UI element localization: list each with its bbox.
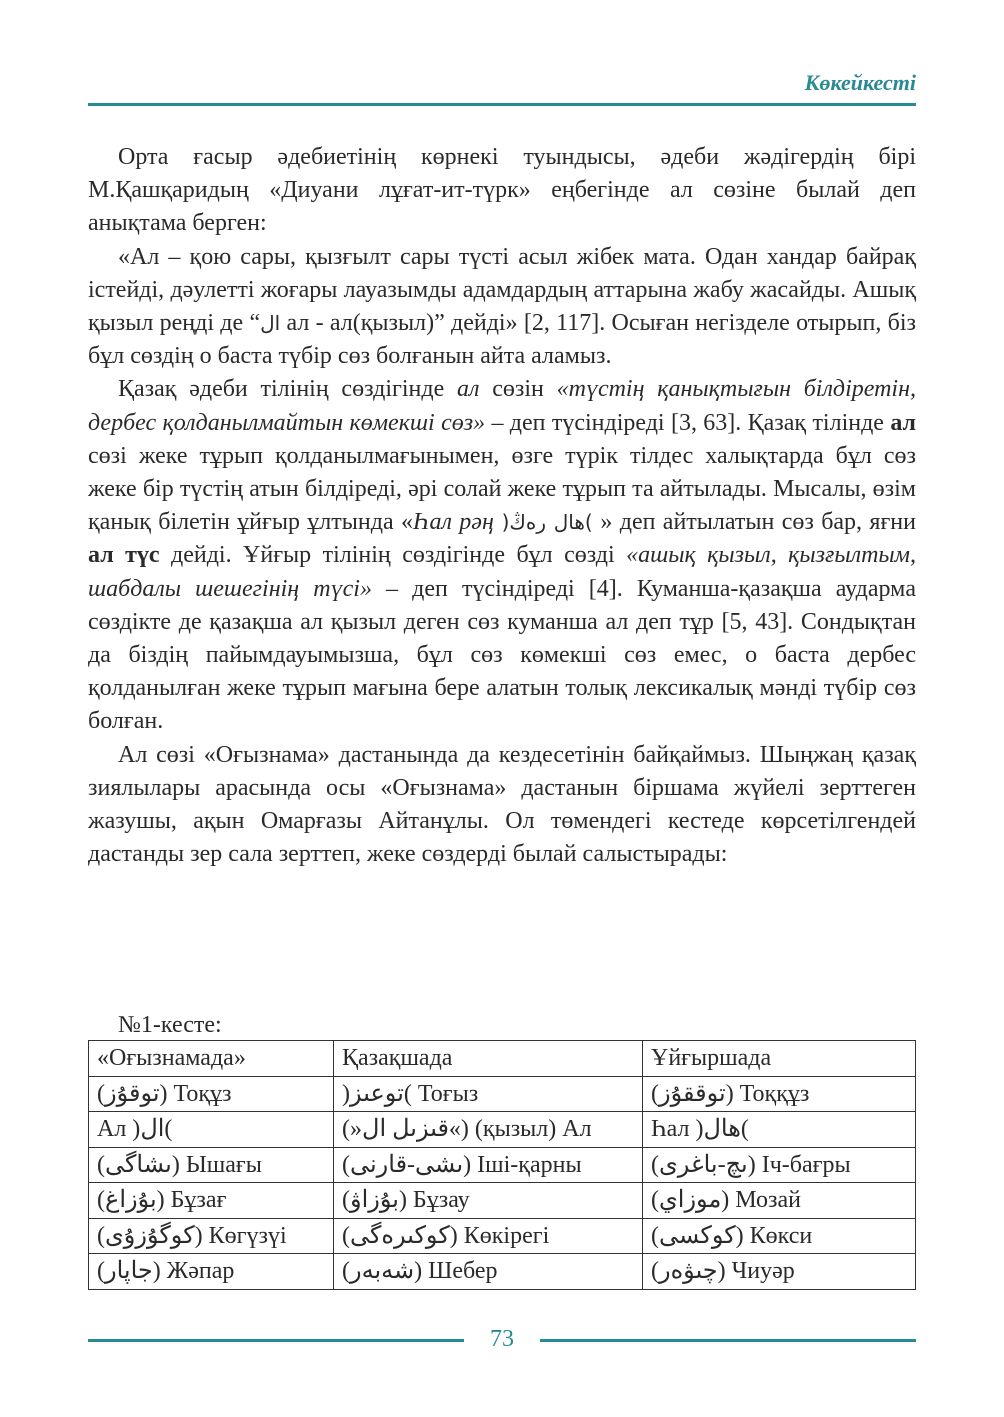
paragraph-3-text-a: Қазақ әдеби тілінің сөздігінде bbox=[118, 376, 457, 403]
table-cell: (توققۇز) Тоққұз bbox=[643, 1076, 916, 1112]
table-row bbox=[89, 1112, 916, 1148]
paragraph-2 bbox=[88, 241, 916, 374]
table-cell: (بۇزاغ) Бұзағ bbox=[89, 1183, 334, 1219]
paragraph-1-text: Орта ғасыр әдебиетінің көрнекі туындысы, әдеби жәдігердің бірі М.Қашқаридың «Диуани лұғат-ит-түрк» еңбегінде ал сөзіне былай деп анықтама берген: bbox=[88, 144, 916, 237]
paragraph-2-text-a: «Ал – қою сары, қызғылт сары түсті асыл жібек мата. Одан хандар байрақ істейді, дәулетті жоғары лауазымды адамдардың аттарына жабу жасайды. Ашық қызыл реңді де “ bbox=[88, 243, 916, 337]
paragraph-4-text: Ал сөзі «Оғызнама» дастанында да кездесетінін байқаймыз. Шыңжаң қазақ зиялылары арасында осы «Оғызнама» дастанын біршама жүйелі зерттеген жазушы, ақын Омарғазы Айтанұлы. Ол төмендегі кестеде көрсетілгендей дастанды зер сала зерттеп, жеке сөздерді былай салыстырады: bbox=[88, 741, 916, 868]
comparison-table bbox=[88, 1040, 916, 1290]
paragraph-3-text-b: сөзін bbox=[479, 376, 557, 403]
paragraph-4 bbox=[88, 739, 916, 872]
table-row bbox=[89, 1076, 916, 1112]
paragraph-3-text-f: дейді. Ұйғыр тілінің сөздігінде бұл сөзді bbox=[159, 542, 627, 569]
table-cell: (ىچ-باغرى) Іч-бағры bbox=[643, 1147, 916, 1183]
table-cell: (ىشاگى) Ышағы bbox=[89, 1147, 334, 1183]
italic-definition-quote: «түстің қанықтығын білдіретін, дербес қолданылмайтын көмекші сөз» bbox=[88, 376, 916, 436]
header-cell-oguzname: «Оғызнамада» bbox=[89, 1041, 334, 1077]
page-number: 73 bbox=[490, 1326, 514, 1352]
table-cell: (چىۋەر) Чиуәр bbox=[643, 1254, 916, 1290]
header-cell-kazakh: Қазақшада bbox=[334, 1041, 643, 1077]
paragraph-3-text-e: » деп айтылатын сөз бар, яғни bbox=[600, 509, 916, 536]
table-cell: Ал )ال( bbox=[89, 1112, 334, 1148]
italic-term-hal-rang: Һал рәң bbox=[412, 509, 494, 536]
table-cell: (كوكسى) Көкси bbox=[643, 1218, 916, 1254]
table-row bbox=[89, 1147, 916, 1183]
italic-uyghur-definition: «ашық қызыл, қызғылтым, шабдалы шешегінің түсі» bbox=[88, 542, 916, 602]
table-cell: (جاپار) Жәпар bbox=[89, 1254, 334, 1290]
table-cell: (موزاي) Мозай bbox=[643, 1183, 916, 1219]
footer-divider-right bbox=[540, 1339, 916, 1342]
header-divider bbox=[88, 103, 916, 106]
table-cell: (شەبەر) Шебер bbox=[334, 1254, 643, 1290]
table-cell: (توقۇز) Тоқұз bbox=[89, 1076, 334, 1112]
table-cell: (كوگۇزۇى) Көгүзүі bbox=[89, 1218, 334, 1254]
arabic-word-hal-rang: )ھال رەڭ( bbox=[493, 510, 601, 535]
bold-term-al: ал bbox=[890, 409, 916, 436]
article-body bbox=[88, 141, 916, 871]
table-cell: (بۇزاۋ) Бұзау bbox=[334, 1183, 643, 1219]
table-cell: )توعىز( Тоғыз bbox=[334, 1076, 643, 1112]
paragraph-3-text-c: – деп түсіндіреді [3, 63]. Қазақ тілінде bbox=[485, 409, 891, 436]
paragraph-3 bbox=[88, 373, 916, 738]
paragraph-3-text-d: сөзі жеке тұрып қолданылмағынымен, өзге түрік тілдес халықтарда бұл сөз жеке бір түстің атын білдіреді, әрі солай жеке тұрып та айтылады. Мысалы, өзім қанық білетін ұйғыр ұлтында « bbox=[88, 442, 916, 536]
table-cell: (ىشى-قارنى) Іші-қарны bbox=[334, 1147, 643, 1183]
table-row bbox=[89, 1183, 916, 1219]
running-header-title: Көкейкесті bbox=[804, 70, 916, 95]
table-row bbox=[89, 1254, 916, 1290]
italic-term-al: ал bbox=[456, 376, 480, 403]
paragraph-2-text-b: ал - ал(қызыл)” дейді» [2, 117]. Осыған негізделе отырып, біз бұл сөздің о баста түбір сөз болғанын айта аламыз. bbox=[88, 310, 916, 370]
header-cell-uyghur: Ұйғыршада bbox=[643, 1041, 916, 1077]
arabic-word-al: ال bbox=[260, 311, 281, 336]
table-caption: №1-кесте: bbox=[118, 1012, 222, 1038]
table-cell: (كوكىرەگى) Көкірегі bbox=[334, 1218, 643, 1254]
table-header-row bbox=[89, 1041, 916, 1077]
table-cell: (»قىزىل ال«) (қызыл) Ал bbox=[334, 1112, 643, 1148]
table-cell: Һал )ھال( bbox=[643, 1112, 916, 1148]
bold-term-al-tus: ал түс bbox=[88, 542, 160, 569]
table-row bbox=[89, 1218, 916, 1254]
paragraph-3-text-g: – деп түсіндіреді [4]. Куманша-қазақша аудармa сөздікте де қазақша ал қызыл деген сөз куманша ал деп тұр [5, 43]. Сондықтан да біздің пайымдауымызша, бұл сөз көмекші сөз емес, о баста дербес қолданылған жеке тұрып мағына бере алатын толық лексикалық мәнді түбір сөз болған. bbox=[88, 575, 917, 735]
footer-divider-left bbox=[88, 1339, 464, 1342]
paragraph-1 bbox=[88, 141, 916, 241]
